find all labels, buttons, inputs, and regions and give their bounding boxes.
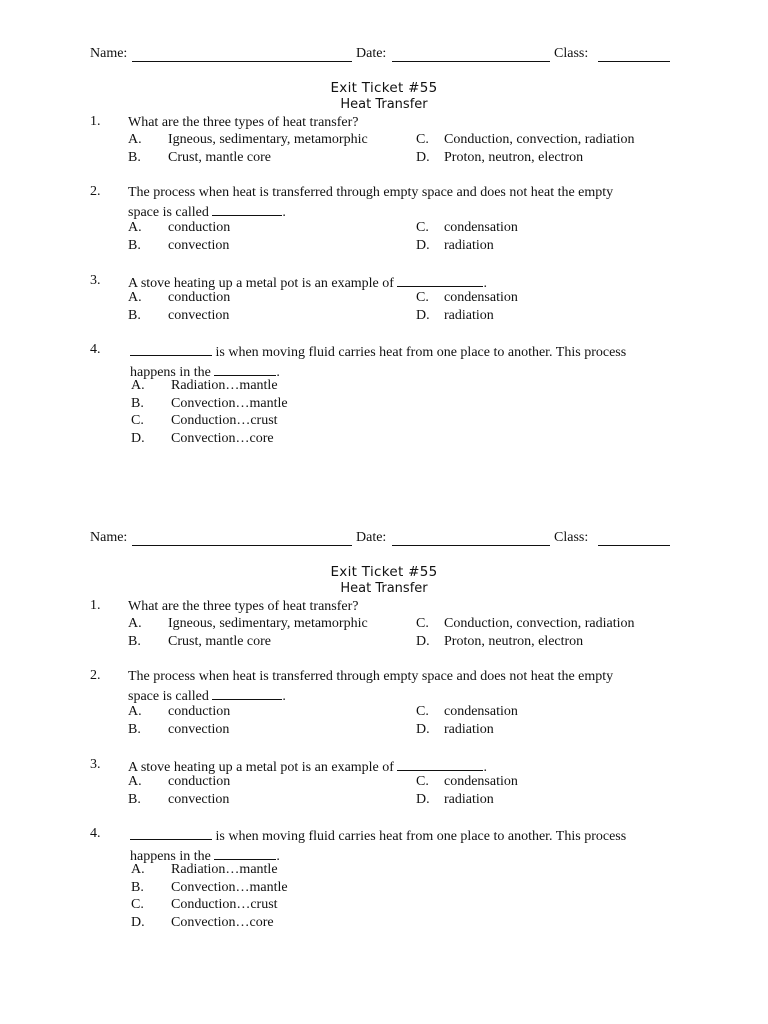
question-text-part: .	[282, 204, 286, 220]
question-number: 2.	[90, 668, 101, 683]
date-field[interactable]	[392, 46, 550, 62]
option-text: Conduction…crust	[171, 413, 278, 428]
option-letter: C.	[131, 897, 144, 912]
option-letter: A.	[128, 132, 142, 147]
option-letter: C.	[416, 290, 429, 305]
option-letter: A.	[128, 774, 142, 789]
option-letter: D.	[131, 915, 145, 930]
option-letter: C.	[416, 616, 429, 631]
question-text-part: A stove heating up a metal pot is an example of	[128, 760, 394, 775]
option-text: conduction	[168, 774, 231, 789]
exit-ticket-1	[0, 46, 768, 466]
option-text: radiation	[444, 238, 494, 253]
answer-blank[interactable]	[130, 826, 212, 840]
option-letter: B.	[131, 396, 144, 411]
option-letter: B.	[128, 308, 141, 323]
class-label: Class:	[554, 46, 589, 61]
option-letter: A.	[128, 704, 142, 719]
option-text: convection	[168, 792, 230, 807]
question-text-part: is when moving fluid carries heat from one place to another. This process	[215, 345, 627, 360]
answer-blank[interactable]	[212, 686, 282, 700]
option-text: Radiation…mantle	[171, 378, 278, 393]
option-letter: B.	[128, 150, 141, 165]
name-label: Name:	[90, 46, 128, 61]
option-letter: D.	[416, 150, 430, 165]
exit-ticket-2	[0, 530, 768, 950]
class-field[interactable]	[598, 46, 670, 62]
question-text	[130, 342, 670, 381]
option-text: Convection…mantle	[171, 880, 288, 895]
option-text: conduction	[168, 220, 231, 235]
option-text: convection	[168, 722, 230, 737]
option-letter: B.	[131, 880, 144, 895]
option-text: Convection…mantle	[171, 396, 288, 411]
option-letter: B.	[128, 722, 141, 737]
answer-blank[interactable]	[212, 202, 282, 216]
option-letter: C.	[416, 220, 429, 235]
ticket-subtitle: Heat Transfer	[340, 581, 428, 596]
name-field[interactable]	[132, 530, 352, 546]
option-letter: B.	[128, 792, 141, 807]
option-letter: A.	[131, 378, 145, 393]
option-letter: B.	[128, 238, 141, 253]
option-letter: C.	[416, 774, 429, 789]
question-text-part: happens in the	[130, 364, 211, 380]
option-text: convection	[168, 238, 230, 253]
question-text-part: .	[483, 760, 487, 775]
option-text: Igneous, sedimentary, metamorphic	[168, 616, 368, 631]
question-text-part: space is called	[128, 688, 209, 704]
question-text-part: happens in the	[130, 848, 211, 864]
ticket-title: Exit Ticket #55	[330, 564, 438, 580]
option-text: Conduction…crust	[171, 897, 278, 912]
question-text-part: .	[276, 848, 280, 864]
date-label: Date:	[356, 46, 387, 61]
option-text: condensation	[444, 704, 518, 719]
option-letter: A.	[131, 862, 145, 877]
date-label: Date:	[356, 530, 387, 545]
option-text: Convection…core	[171, 431, 274, 446]
ticket-title: Exit Ticket #55	[330, 80, 438, 96]
class-label: Class:	[554, 530, 589, 545]
option-letter: B.	[128, 634, 141, 649]
question-text-part: is when moving fluid carries heat from one place to another. This process	[215, 829, 627, 844]
question-text: What are the three types of heat transfer?	[128, 599, 359, 614]
question-number: 3.	[90, 273, 101, 288]
header-line	[90, 530, 671, 550]
option-text: radiation	[444, 308, 494, 323]
question-number: 3.	[90, 757, 101, 772]
question-text	[128, 668, 668, 705]
option-letter: D.	[416, 238, 430, 253]
option-letter: C.	[131, 413, 144, 428]
option-letter: A.	[128, 616, 142, 631]
option-text: conduction	[168, 290, 231, 305]
ticket-subtitle: Heat Transfer	[340, 97, 428, 112]
option-text: condensation	[444, 774, 518, 789]
question-number: 1.	[90, 114, 101, 129]
option-text: Proton, neutron, electron	[444, 150, 584, 165]
question-text-part: .	[282, 688, 286, 704]
question-text: What are the three types of heat transfer?	[128, 115, 359, 130]
answer-blank[interactable]	[397, 273, 483, 287]
option-text: Convection…core	[171, 915, 274, 930]
option-text: Crust, mantle core	[168, 150, 272, 165]
question-text-part: .	[483, 276, 487, 291]
question-text-part: The process when heat is transferred through empty space and does not heat the empty	[128, 185, 614, 200]
option-letter: D.	[416, 634, 430, 649]
option-text: conduction	[168, 704, 231, 719]
option-letter: C.	[416, 704, 429, 719]
question-text	[128, 184, 668, 221]
option-letter: A.	[128, 220, 142, 235]
question-text-part: space is called	[128, 204, 209, 220]
answer-blank[interactable]	[397, 757, 483, 771]
option-text: Proton, neutron, electron	[444, 634, 584, 649]
question-text-part: A stove heating up a metal pot is an example of	[128, 276, 394, 291]
header-line	[90, 46, 671, 66]
option-text: Radiation…mantle	[171, 862, 278, 877]
name-label: Name:	[90, 530, 128, 545]
class-field[interactable]	[598, 530, 670, 546]
option-letter: D.	[416, 792, 430, 807]
option-letter: D.	[416, 722, 430, 737]
option-text: Conduction, convection, radiation	[444, 132, 635, 147]
question-number: 1.	[90, 598, 101, 613]
option-text: convection	[168, 308, 230, 323]
date-field[interactable]	[392, 530, 550, 546]
question-text-part: .	[276, 364, 280, 380]
option-text: condensation	[444, 290, 518, 305]
option-letter: C.	[416, 132, 429, 147]
answer-blank[interactable]	[130, 342, 212, 356]
option-letter: D.	[131, 431, 145, 446]
question-text-part: The process when heat is transferred through empty space and does not heat the empty	[128, 669, 614, 684]
option-text: condensation	[444, 220, 518, 235]
option-text: Igneous, sedimentary, metamorphic	[168, 132, 368, 147]
answer-blank[interactable]	[214, 846, 276, 860]
option-text: radiation	[444, 792, 494, 807]
question-text	[130, 826, 670, 865]
option-text: Conduction, convection, radiation	[444, 616, 635, 631]
answer-blank[interactable]	[214, 362, 276, 376]
option-letter: D.	[416, 308, 430, 323]
question-number: 2.	[90, 184, 101, 199]
option-text: radiation	[444, 722, 494, 737]
question-number: 4.	[90, 342, 101, 357]
option-letter: A.	[128, 290, 142, 305]
option-text: Crust, mantle core	[168, 634, 272, 649]
name-field[interactable]	[132, 46, 352, 62]
question-number: 4.	[90, 826, 101, 841]
